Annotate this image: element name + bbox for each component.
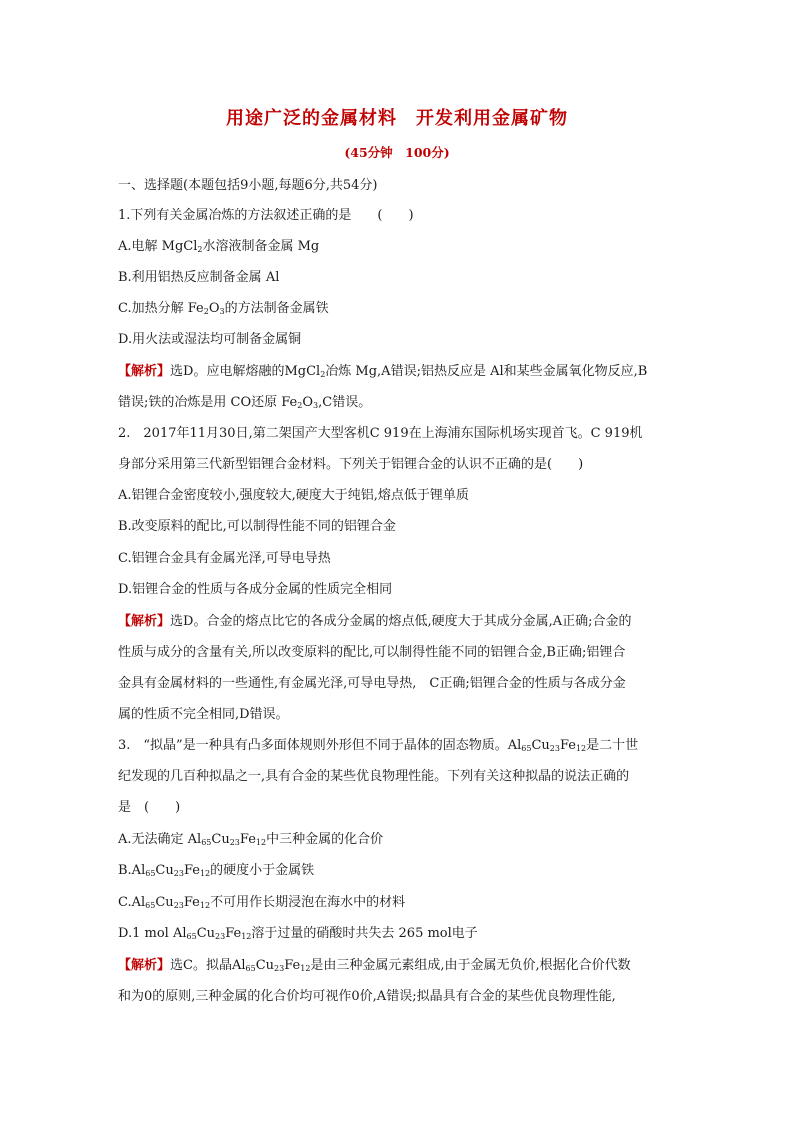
q1-option-c: C.加热分解 $Fe_2O_3$的方法制备金属铁 (118, 301, 329, 316)
q3-stem-line-1: 3. “拟晶”是一种具有凸多面体规则外形但不同于晶体的固态物质。$Al_{65}Cu_{23}Fe_{12}$是二十世 (118, 738, 639, 753)
q3-option-b: $B.Al_{65}Cu_{23}Fe_{12}$的硬度小于金属铁 (118, 863, 315, 878)
document-title: 用途广泛的金属材料 开发利用金属矿物 (226, 108, 568, 129)
q3-option-c: $C.Al_{65}Cu_{23}Fe_{12}$不可用作长期浸泡在海水中的材料 (118, 895, 406, 910)
q2-option-c: C.铝锂合金具有金属光泽,可导电导热 (118, 551, 331, 566)
q1-option-d: D.用火法或湿法均可制备金属铜 (118, 332, 302, 347)
q1-option-a: A.电解 MgCl$_2$水溶液制备金属 Mg (118, 239, 320, 254)
section-heading: 一、选择题(本题包括9小题,每题6分,共54分) (118, 178, 378, 193)
q1-stem: 1.下列有关金属冶炼的方法叙述正确的是 ( ) (118, 208, 414, 223)
q2-option-a: A.铝锂合金密度较小,强度较大,硬度大于纯铝,熔点低于锂单质 (118, 488, 469, 503)
document-subtitle: (45分钟 100分) (344, 145, 450, 160)
q3-option-d: D.1 mol $Al_{65}Cu_{23}Fe_{12}$溶于过量的硝酸时共失去 265 mol电子 (118, 926, 478, 941)
q1-analysis-line-2: 错误;铁的冶炼是用 CO还原 $Fe_2O_3,C$错误。 (118, 395, 372, 410)
q2-analysis-line-3: 金具有金属材料的一些通性,有金属光泽,可导电导热, C正确;铝锂合金的性质与各成分金 (118, 676, 626, 691)
q2-option-d: D.铝锂合金的性质与各成分金属的性质完全相同 (118, 582, 393, 597)
q3-stem-line-2: 纪发现的几百种拟晶之一,具有合金的某些优良物理性能。下列有关这种拟晶的说法正确的 (118, 769, 630, 784)
q1-analysis-line-1: 【解析】选D。应电解熔融的MgCl$_2$冶炼 Mg,A错误;铝热反应是 Al和某些金属氧化物反应,B (118, 364, 648, 379)
q3-analysis-line-2: 和为0的原则,三种金属的化合价均可视作0价,A错误;拟晶具有合金的某些优良物理性能, (118, 989, 616, 1004)
q2-stem-line-2: 身部分采用第三代新型铝锂合金材料。下列关于铝锂合金的认识不正确的是( ) (118, 457, 584, 472)
q2-analysis-line-2: 性质与成分的含量有关,所以改变原料的配比,可以制得性能不同的铝锂合金,B正确;铝锂合 (118, 645, 626, 660)
q2-analysis-line-1: 【解析】选D。合金的熔点比它的各成分金属的熔点低,硬度大于其成分金属,A正确;合金的 (118, 614, 632, 629)
q3-option-a: A.无法确定 $Al_{65}Cu_{23}Fe_{12}$中三种金属的化合价 (118, 832, 384, 847)
q3-analysis-line-1: 【解析】选C。拟晶$Al_{65}Cu_{23}Fe_{12}$是由三种金属元素组成,由于金属无负价,根据化合价代数 (118, 958, 631, 973)
q3-stem-line-3: 是 ( ) (118, 800, 181, 815)
q2-stem-line-1: 2. 2017年11月30日,第二架国产大型客机C 919在上海浦东国际机场实现首飞。C 919机 (118, 426, 643, 441)
q2-analysis-line-4: 属的性质不完全相同,D错误。 (118, 707, 289, 722)
q2-option-b: B.改变原料的配比,可以制得性能不同的铝锂合金 (118, 519, 396, 534)
q1-option-b: B.利用铝热反应制备金属 Al (118, 270, 280, 285)
